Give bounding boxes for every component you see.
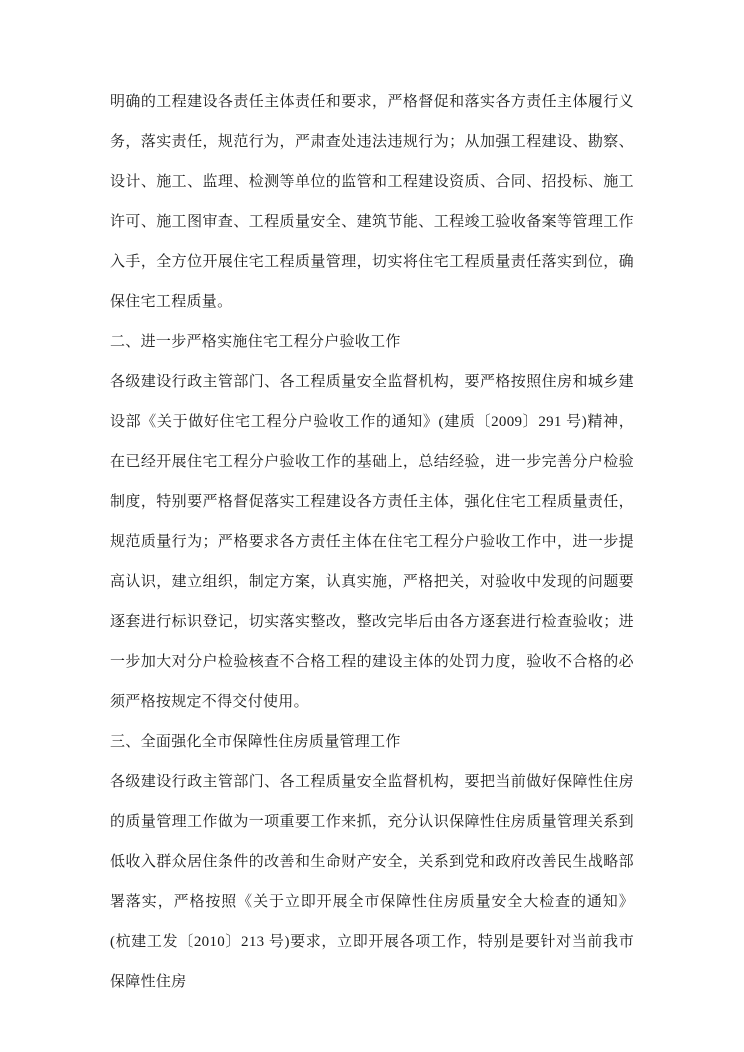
paragraph-body-section-three: 各级建设行政主管部门、各工程质量安全监督机构，要把当前做好保障性住房的质量管理工作做为一项重要工作来抓，充分认识保障性住房质量管理关系到低收入群众居住条件的改善和生命财产安全，关系到党和政府改善民生战略部署落实，严格按照《关于立即开展全市保障性住房质量安全大检查的通知》(杭建工发〔2010〕213 号)要求，立即开展各项工作，特别是要针对当前我市保障性住房 <box>110 774 634 990</box>
paragraph-body-section-two: 各级建设行政主管部门、各工程质量安全监督机构，要严格按照住房和城乡建设部《关于做好住宅工程分户验收工作的通知》(建质〔2009〕291 号)精神，在已经开展住宅工程分户验收工作的基础上，总结经验，进一步完善分户检验制度，特别要严格督促落实工程建设各方责任主体，强化住宅工程质量责任，规范质量行为；严格要求各方责任主体在住宅工程分户验收工作中，进一步提高认识，建立组织，制定方案，认真实施，严格把关，对验收中发现的问题要逐套进行标识登记，切实落实整改，整改完毕后由各方逐套进行检查验收；进一步加大对分户检验核查不合格工程的建设主体的处罚力度，验收不合格的必须严格按规定不得交付使用。 <box>110 374 634 710</box>
section-heading-two: 二、进一步严格实施住宅工程分户验收工作 <box>110 334 401 350</box>
paragraph-body-continuation: 明确的工程建设各责任主体责任和要求，严格督促和落实各方责任主体履行义务，落实责任，规范行为，严肃查处违法违规行为；从加强工程建设、勘察、设计、施工、监理、检测等单位的监管和工程建设资质、合同、招投标、施工许可、施工图审查、工程质量安全、建筑节能、工程竣工验收备案等管理工作入手，全方位开展住宅工程质量管理，切实将住宅工程质量责任落实到位，确保住宅工程质量。 <box>110 94 634 310</box>
section-heading-three: 三、全面强化全市保障性住房质量管理工作 <box>110 734 401 750</box>
